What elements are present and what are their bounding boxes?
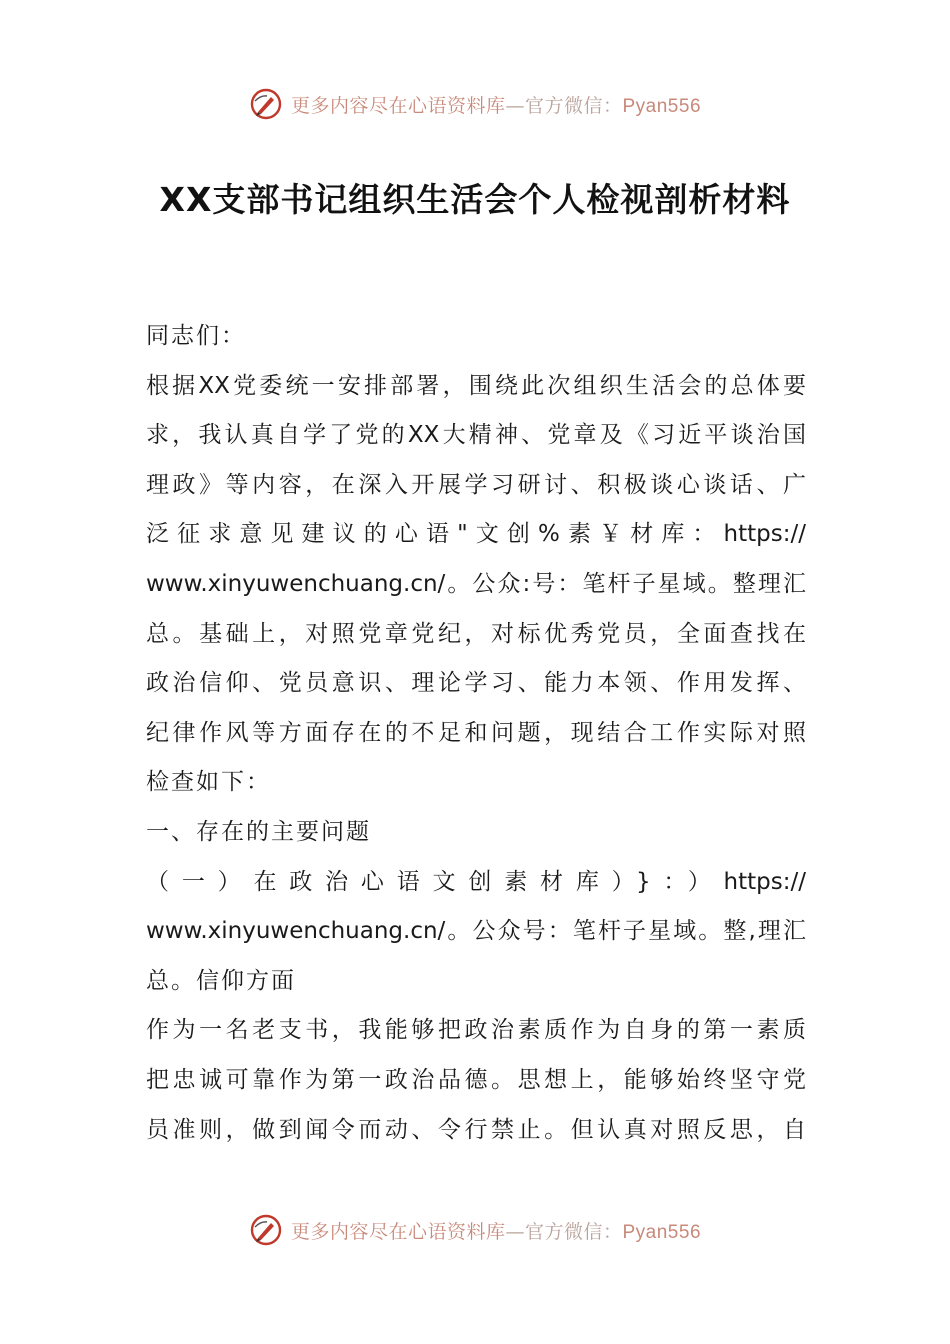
pen-logo-icon xyxy=(249,1213,283,1247)
document-title: XX支部书记组织生活会个人检视剖析材料 xyxy=(159,180,791,219)
body-line: 总。基础上，对照党章党纪，对标优秀党员，全面查找在 xyxy=(146,620,806,647)
body-line: 作为一名老支书，我能够把政治素质作为自身的第一素质 xyxy=(146,1017,806,1044)
document-body xyxy=(146,312,806,1155)
body-line: 理政》等内容，在深入开展学习研讨、积极谈心谈话、广 xyxy=(146,471,806,498)
body-line: 同志们： xyxy=(146,323,246,349)
body-line: 员准则，做到闻令而动、令行禁止。但认真对照反思，自 xyxy=(146,1116,806,1143)
watermark-footer xyxy=(0,1210,950,1250)
body-line: 求，我认真自学了党的XX大精神、党章及《习近平谈治国 xyxy=(146,422,806,449)
body-line: 纪律作风等方面存在的不足和问题，现结合工作实际对照 xyxy=(146,719,806,746)
watermark-header xyxy=(0,84,950,124)
section-heading: 一、存在的主要问题 xyxy=(146,818,371,845)
watermark-text: 更多内容尽在心语资料库—官方微信：Pyan556 xyxy=(290,1220,702,1243)
body-line: 泛征求意见建议的心语"文创%素￥材库：https:// xyxy=(146,521,806,548)
body-line: 把忠诚可靠作为第一政治品德。思想上，能够始终坚守党 xyxy=(146,1066,806,1093)
body-line: www.xinyuwenchuang.cn/。公众:号：笔杆子星域。整理汇 xyxy=(146,570,806,597)
body-line: 政治信仰、党员意识、理论学习、能力本领、作用发挥、 xyxy=(146,670,806,697)
body-line: www.xinyuwenchuang.cn/。公众号：笔杆子星域。整,理汇 xyxy=(146,918,806,945)
body-line: 总。信仰方面 xyxy=(146,967,296,994)
body-line: 根据XX党委统一安排部署，围绕此次组织生活会的总体要 xyxy=(146,372,806,399)
watermark-text: 更多内容尽在心语资料库—官方微信：Pyan556 xyxy=(290,94,702,117)
subsection-heading: （一）在政治心语文创素材库）}：）https:// xyxy=(146,868,806,895)
body-line: 检查如下： xyxy=(146,769,271,796)
pen-logo-icon xyxy=(249,87,283,121)
